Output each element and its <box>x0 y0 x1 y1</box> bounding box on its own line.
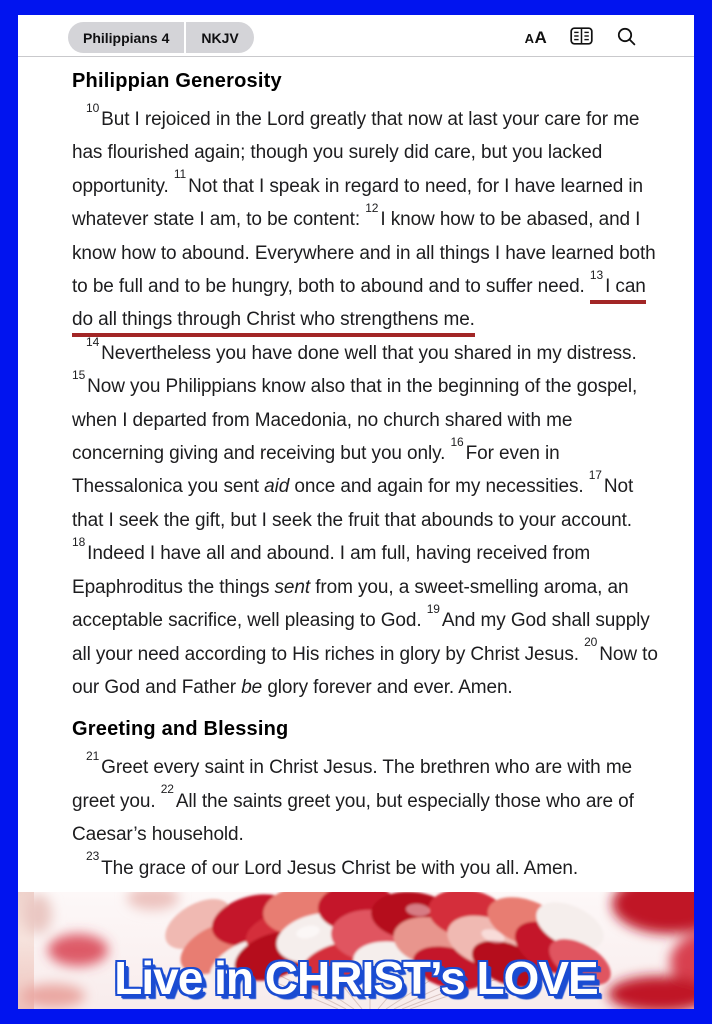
text-size-icon: AA <box>524 27 548 47</box>
section-heading: Philippian Generosity <box>72 70 282 92</box>
verse-number: 14 <box>86 334 100 349</box>
scripture-content[interactable] <box>18 57 694 892</box>
verse-text: once and again for my necessities. <box>289 476 589 498</box>
footer-banner <box>18 892 694 1009</box>
verse-text: Nevertheless you have done well that you shared in my distress. <box>101 342 637 364</box>
verse-text: Not that I speak in regard to need, for I have learned in whatever state I am, to be content: <box>72 175 643 231</box>
verse-number: 13 <box>589 267 604 282</box>
verse-text: glory forever and ever. Amen. <box>262 676 513 698</box>
search-icon <box>617 27 636 49</box>
verse-paragraph <box>72 100 660 337</box>
text-size-button[interactable] <box>524 26 548 50</box>
verse-number: 10 <box>86 100 100 115</box>
topbar-icons <box>524 26 638 50</box>
verse-number: 21 <box>86 748 100 763</box>
verse-text-italic: aid <box>264 476 290 498</box>
verse-number: 15 <box>72 367 86 382</box>
verse-number: 18 <box>72 534 86 549</box>
verse-text: I can do all things through Christ who strengthens me. <box>72 276 646 331</box>
verse-text: Now you Philippians know also that in the beginning of the gospel, when I departed from Macedonia, no church shared with me concerning giving and receiving but you only. <box>72 376 638 465</box>
search-button[interactable] <box>614 26 638 50</box>
verse-text: All the saints greet you, but especially those who are of Caesar’s household. <box>72 790 634 846</box>
verse-text: Greet every saint in Christ Jesus. The brethren who are with me greet you. <box>72 757 633 812</box>
translation-button[interactable]: NKJV <box>201 29 239 46</box>
book-chapter-button[interactable]: Philippians 4 <box>83 29 170 46</box>
bible-page <box>18 15 694 1009</box>
verse-text: I know how to be abased, and I know how to abound. Everywhere and in all things I have learned both to be full and to be hungry, both to abound and to suffer need. <box>72 209 656 298</box>
verse-number: 11 <box>173 167 187 182</box>
verse-paragraph <box>72 849 660 885</box>
reader-book-icon <box>570 27 593 48</box>
sections <box>72 70 660 885</box>
verse-text: But I rejoiced in the Lord greatly that now at last your care for me has flourished again; though you surely did care, but you lacked opportunity. <box>72 109 640 197</box>
verse-number: 23 <box>86 849 100 864</box>
verse-number: 17 <box>588 468 602 483</box>
section-heading: Greeting and Blessing <box>72 718 289 741</box>
verse-number: 19 <box>426 601 440 616</box>
verse-text: Now to our God and Father <box>72 643 658 698</box>
verse-text: Not that I seek the gift, but I seek the fruit that abounds to your account. <box>72 476 634 531</box>
verse-number: 16 <box>450 434 464 449</box>
verse-number: 12 <box>365 200 379 215</box>
verse-text: For even in Thessalonica you sent <box>72 443 560 498</box>
verse-text: Indeed I have all and abound. I am full, having received from Epaphroditus the things <box>72 543 591 598</box>
verse-number: 22 <box>160 782 174 797</box>
verse-text-italic: sent <box>274 576 311 598</box>
verse-text: And my God shall supply all your need according to His riches in glory by Christ Jesus. <box>72 610 650 665</box>
banner-caption: Live in CHRIST’s LOVE <box>114 952 598 1004</box>
verse-text-italic: be <box>241 676 263 698</box>
verse-number: 20 <box>584 635 598 650</box>
top-bar <box>18 15 694 57</box>
verse-text: The grace of our Lord Jesus Christ be with you all. Amen. <box>101 857 579 879</box>
verse-paragraph <box>72 748 660 851</box>
passage-picker <box>68 22 254 53</box>
verse-paragraph <box>72 334 660 704</box>
reader-book-button[interactable] <box>569 26 593 50</box>
verse-text: from you, a sweet-smelling aroma, an acceptable sacrifice, well pleasing to God. <box>72 576 629 632</box>
